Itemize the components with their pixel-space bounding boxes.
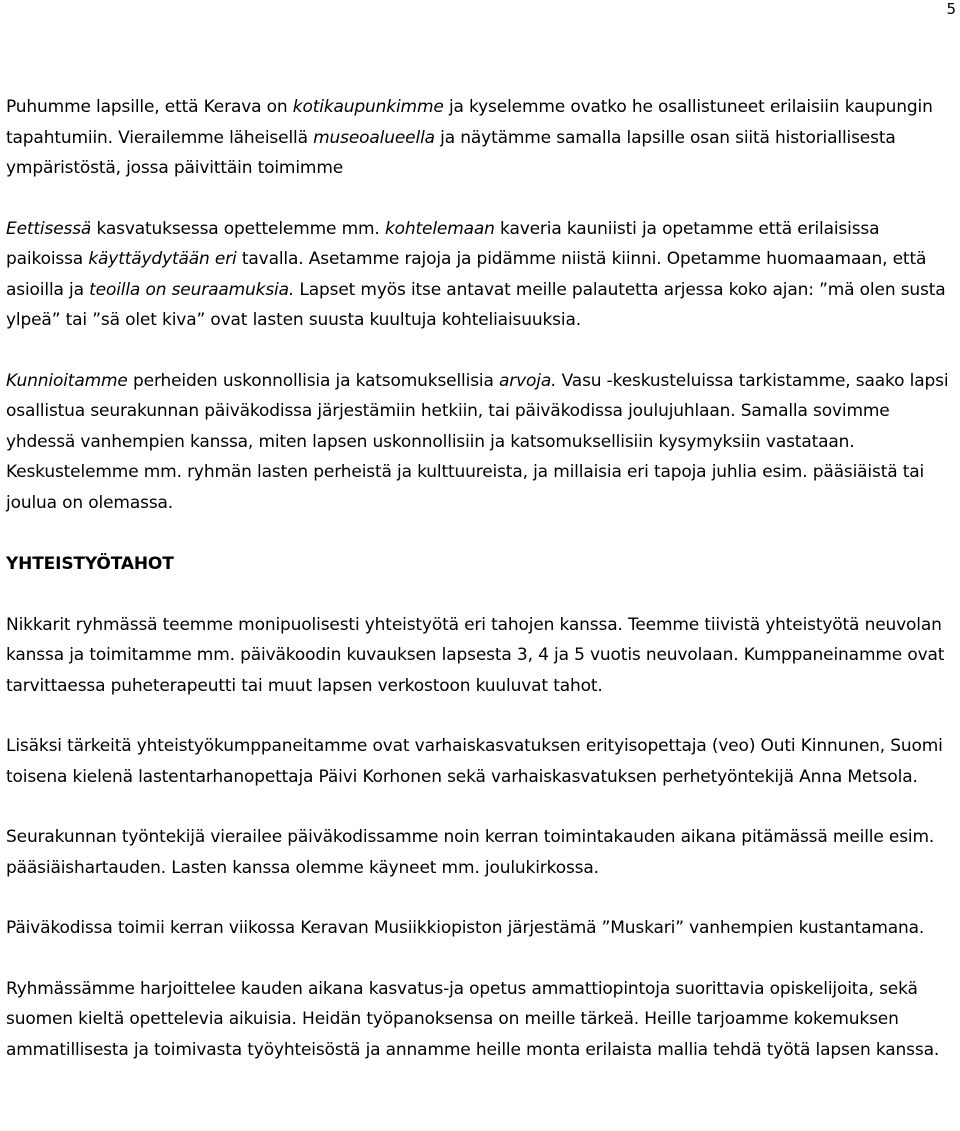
paragraph-parish: Seurakunnan työntekijä vierailee päiväkodissamme noin kerran toimintakauden aikana pitämässä meille esim. pääsiäishartauden. Lasten kanssa olemme käyneet mm. joulukirkossa. xyxy=(6,827,935,878)
emphasized-text: Eettisessä xyxy=(6,218,92,239)
paragraph-partners: Lisäksi tärkeitä yhteistyökumppaneitamme ovat varhaiskasvatuksen erityisopettaja (veo) Outi Kinnunen, Suomi toisena kielenä lastentarhanopettaja Päivi Korhonen sekä varhaiskasvatuksen perhetyöntekijä Anna Metsola. xyxy=(6,736,943,787)
emphasized-text: arvoja. xyxy=(499,370,557,391)
paragraph-community xyxy=(6,92,956,184)
emphasized-text: Kunnioitamme xyxy=(6,370,128,391)
text-segment: perheiden uskonnollisia ja katsomuksellisia xyxy=(127,370,500,391)
paragraph-ethics xyxy=(6,214,956,336)
text-segment: ja näytämme samalla lapsille osan siitä historiallisesta ympäristöstä, jossa päivittäin toimimme xyxy=(6,127,896,178)
paragraph-cooperation: Nikkarit ryhmässä teemme monipuolisesti yhteistyötä eri tahojen kanssa. Teemme tiivistä yhteistyötä neuvolan kanssa ja toimitamme mm. päiväkoodin kuvauksen lapsesta 3, 4 ja 5 vuotis neuvolaan. Kumppaneinamme ovat tarvittaessa puheterapeutti tai muut lapsen verkostoon kuuluvat tahot. xyxy=(6,614,945,696)
paragraph-students: Ryhmässämme harjoittelee kauden aikana kasvatus-ja opetus ammattiopintoja suorittavia opiskelijoita, sekä suomen kieltä opettelevia aikuisia. Heidän työpanoksensa on meille tärkeä. Heille tarjoamme kokemuksen ammatillisesta ja toimivasta työyhteisöstä ja annamme heille monta erilaista mallia tehdä työtä lapsen kanssa. xyxy=(6,978,940,1060)
text-segment: ja kyselemme ovatko he osallistuneet erilaisiin kaupungin tapahtumiin. Vierailemme läheisellä xyxy=(6,97,933,148)
document-body xyxy=(6,92,956,1065)
emphasized-text: käyttäydytään eri xyxy=(88,249,237,269)
text-segment: tavalla. Asetamme rajoja ja pidämme niistä kiinni. Opetamme huomaamaan, että asioilla ja xyxy=(6,249,927,300)
section-heading: YHTEISTYÖTAHOT xyxy=(6,554,174,574)
emphasized-text: museoalueella xyxy=(313,127,435,148)
text-segment: kaveria kauniisti ja opetamme että erilaisissa paikoissa xyxy=(6,218,880,269)
emphasized-text: kotikaupunkimme xyxy=(292,97,444,117)
text-segment: Vasu -keskusteluissa tarkistamme, saako lapsi osallistua seurakunnan päiväkodissa järjestämiin hetkiin, tai päiväkodissa joulujuhlaan. Samalla sovimme yhdessä vanhempien kanssa, miten lapsen uskonnollisiin ja katsomuksellisiin kysymyksiin vastataan. Keskustelemme mm. ryhmän lasten perheistä ja kulttuureista, ja millaisia eri tapoja juhlia esim. pääsiäistä tai joulua on olemassa. xyxy=(6,370,949,513)
emphasized-text: teoilla on seuraamuksia. xyxy=(89,279,295,300)
text-segment: Puhumme lapsille, että Kerava on xyxy=(6,97,293,117)
paragraph-values xyxy=(6,366,956,519)
text-segment: kasvatuksessa opettelemme mm. xyxy=(91,218,385,239)
text-segment: Lapset myös itse antavat meille palautetta arjessa koko ajan: ”mä olen susta ylpeä” tai ”sä olet kiva” ovat lasten suusta kuultuja kohteliaisuuksia. xyxy=(6,279,946,330)
emphasized-text: kohtelemaan xyxy=(384,218,495,239)
page-number: 5 xyxy=(946,0,956,18)
paragraph-music: Päiväkodissa toimii kerran viikossa Keravan Musiikkiopiston järjestämä ”Muskari” vanhempien kustantamana. xyxy=(6,918,925,938)
